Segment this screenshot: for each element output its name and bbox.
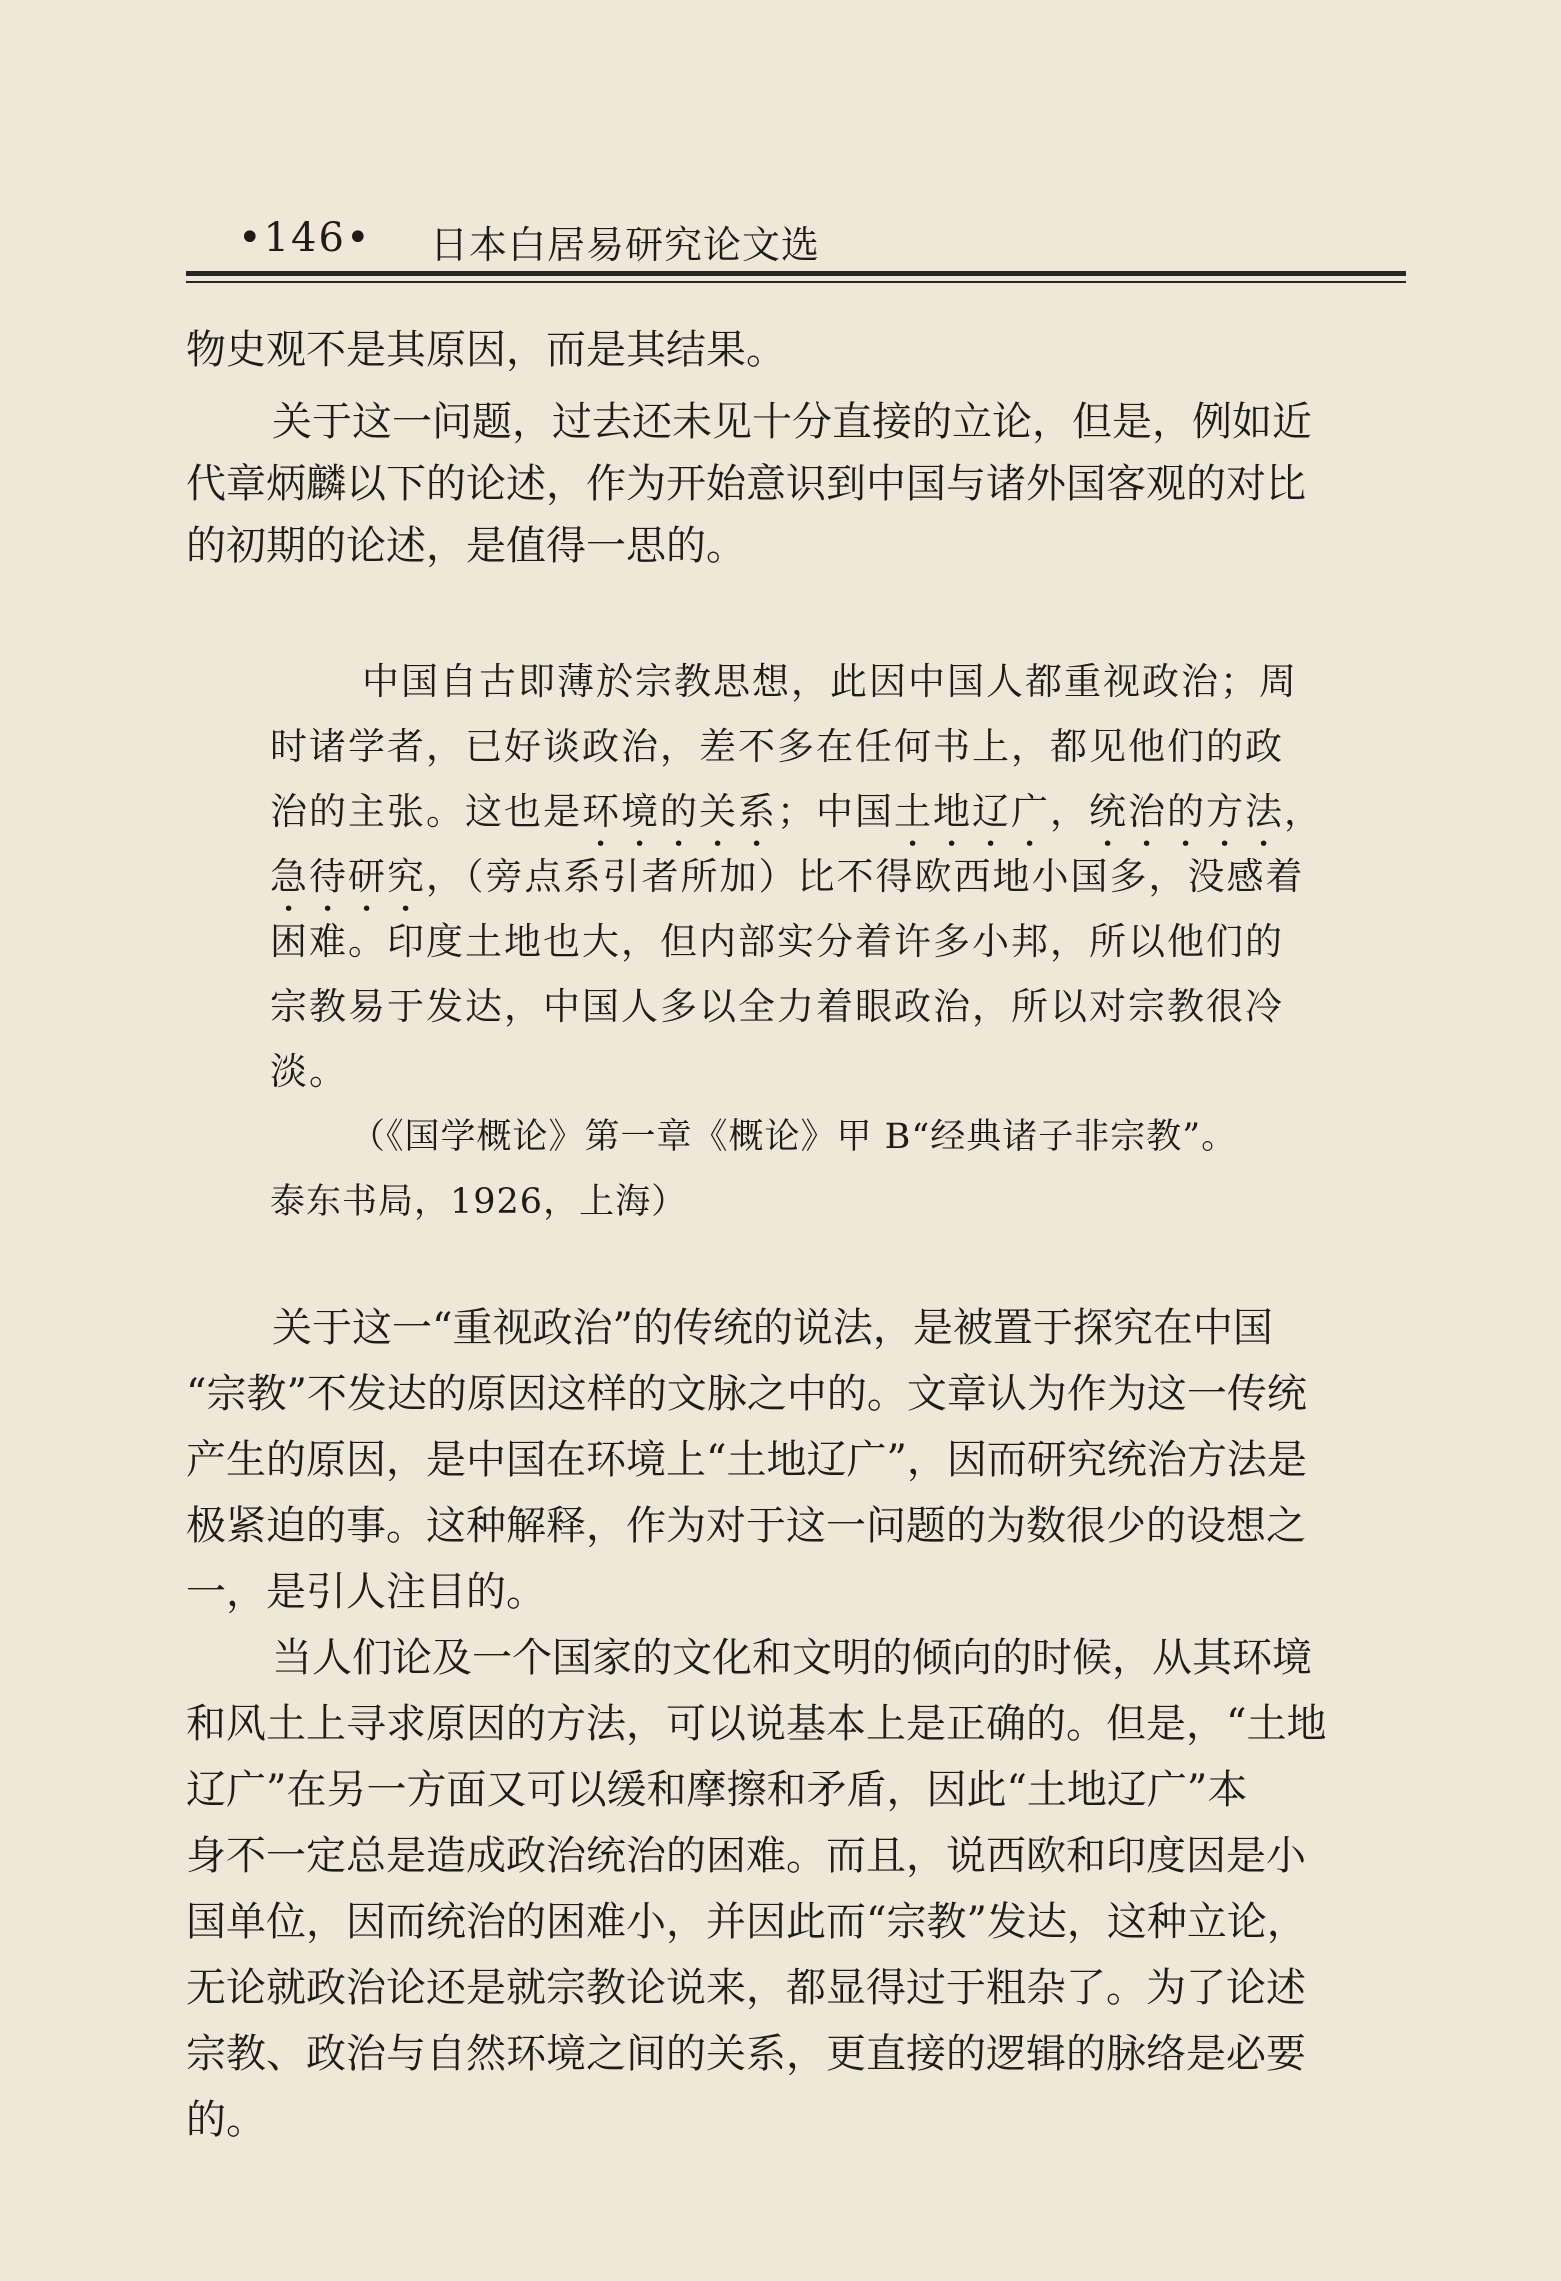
- text-line: 辽广”在另一方面又可以缓和摩擦和矛盾，因此“土地辽广”本: [186, 1767, 1248, 1813]
- quote-text: ，（旁点系引者所加）比不得欧西地小国多，没感着: [426, 855, 1305, 898]
- text-line: 关于这一问题，过去还未见十分直接的立论，但是，例如近: [272, 399, 1312, 445]
- quote-line: 中国自古即薄於宗教思想，此因中国人都重视政治；周: [362, 660, 1298, 703]
- header-rule-thick: [186, 271, 1406, 276]
- emphasized-text: 环境的关系: [582, 790, 777, 833]
- text-line: 极紧迫的事。这种解释，作为对于这一问题的为数很少的设想之: [186, 1503, 1306, 1549]
- quote-line: 宗教易于发达，中国人多以全力着眼政治，所以对宗教很冷: [270, 985, 1284, 1028]
- page-header: [186, 210, 1406, 270]
- citation-line: 泰东书局，1926，上海）: [270, 1182, 688, 1222]
- quote-line: 时诸学者，已好谈政治，差不多在任何书上，都见他们的政: [270, 725, 1284, 768]
- text-line: 一，是引人注目的。: [186, 1569, 546, 1615]
- text-line: 无论就政治论还是就宗教论说来，都显得过于粗杂了。为了论述: [186, 1965, 1306, 2011]
- page-number: •146•: [238, 215, 372, 261]
- text-line: 代章炳麟以下的论述，作为开始意识到中国与诸外国客观的对比: [186, 461, 1306, 507]
- running-title: 日本白居易研究论文选: [430, 223, 821, 267]
- text-line: 产生的原因，是中国在环境上“土地辽广”，因而研究统治方法是: [186, 1437, 1307, 1483]
- quote-line-emphasis: [270, 853, 1305, 901]
- quote-line-emphasis: [270, 788, 1323, 836]
- quote-text: 治的主张。这也是: [270, 790, 582, 833]
- text-line: 和风土上寻求原因的方法，可以说基本上是正确的。但是，“土地: [186, 1701, 1327, 1747]
- quote-line: 困难。印度土地也大，但内部实分着许多小邦，所以他们的: [270, 920, 1284, 963]
- text-line: 物史观不是其原因，而是其结果。: [186, 327, 786, 373]
- text-line: 当人们论及一个国家的文化和文明的倾向的时候，从其环境: [272, 1635, 1312, 1681]
- quote-text: ，: [1050, 790, 1089, 833]
- quote-line: 淡。: [270, 1050, 348, 1093]
- quote-text: ；中国: [777, 790, 894, 833]
- emphasized-text: 急待研究: [270, 855, 426, 898]
- citation-line: （《国学概论》第一章《概论》甲 B“经典诸子非宗教”。: [350, 1117, 1238, 1157]
- emphasized-text: 统治的方法: [1089, 790, 1284, 833]
- header-rule-thin: [186, 281, 1406, 283]
- emphasized-text: 土地辽广: [894, 790, 1050, 833]
- text-line: 的。: [186, 2097, 266, 2143]
- text-line: 关于这一“重视政治”的传统的说法，是被置于探究在中国: [272, 1305, 1273, 1351]
- text-line: 宗教、政治与自然环境之间的关系，更直接的逻辑的脉络是必要: [186, 2031, 1306, 2077]
- text-line: 国单位，因而统治的困难小，并因此而“宗教”发达，这种立论，: [186, 1899, 1307, 1945]
- quote-text: ，: [1284, 790, 1323, 833]
- text-line: 身不一定总是造成政治统治的困难。而且，说西欧和印度因是小: [186, 1833, 1306, 1879]
- text-line: 的初期的论述，是值得一思的。: [186, 523, 746, 569]
- text-line: “宗教”不发达的原因这样的文脉之中的。文章认为作为这一传统: [186, 1371, 1307, 1417]
